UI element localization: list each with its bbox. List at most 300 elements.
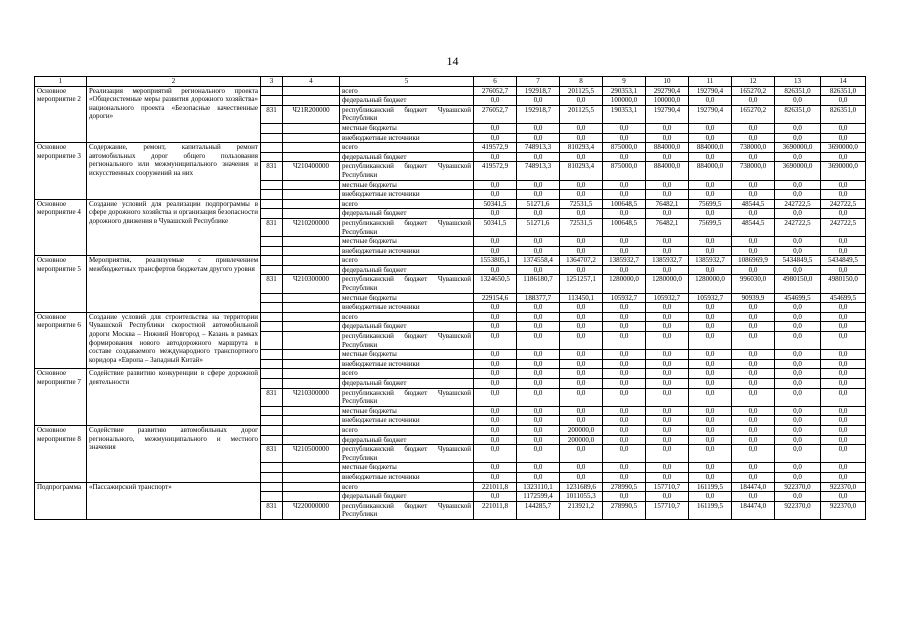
amount-cell: 105932,7 [603, 293, 646, 303]
amount-cell: 0,0 [603, 435, 646, 445]
amount-cell: 0,0 [603, 303, 646, 313]
amount-cell: 0,0 [775, 265, 821, 275]
activity-description: Содействие развитию автомобильных дорог регионального, межмуниципального и местного значения [87, 425, 261, 482]
activity-type: Основное мероприятие 4 [35, 199, 87, 256]
amount-cell: 0,0 [474, 237, 517, 247]
amount-cell: 0,0 [689, 416, 732, 426]
amount-cell: 875000,0 [603, 162, 646, 180]
amount-cell: 1323110,1 [517, 482, 560, 492]
amount-cell: 0,0 [646, 190, 689, 200]
grbs-code [261, 133, 283, 143]
amount-cell: 201125,5 [560, 86, 603, 96]
amount-cell: 0,0 [689, 237, 732, 247]
activity-description: Создание условий для строительства на территории Чувашской Республики скоростной автомобильной дороги Москва – Нижний Новгород – Казань в рамках формирования нового автодорожного маршрута в составе создаваемого международного транспортного коридора «Европа – Западный Китай» [87, 312, 261, 369]
budget-code [283, 322, 340, 332]
budget-code [283, 406, 340, 416]
amount-cell: 0,0 [517, 246, 560, 256]
amount-cell: 76482,1 [646, 218, 689, 236]
amount-cell: 0,0 [732, 332, 775, 350]
amount-cell: 0,0 [689, 463, 732, 473]
grbs-code [261, 492, 283, 502]
amount-cell: 0,0 [517, 133, 560, 143]
amount-cell: 0,0 [732, 388, 775, 406]
amount-cell: 165270,2 [732, 86, 775, 96]
amount-cell: 0,0 [732, 416, 775, 426]
funding-source: местные бюджеты [340, 123, 474, 133]
amount-cell: 0,0 [603, 369, 646, 379]
header-row [35, 77, 866, 87]
amount-cell: 0,0 [646, 472, 689, 482]
amount-cell: 0,0 [732, 425, 775, 435]
column-header: 13 [775, 77, 821, 87]
amount-cell: 0,0 [821, 406, 866, 416]
funding-source: республиканский бюджет Чувашской Республики [340, 332, 474, 350]
grbs-code [261, 472, 283, 482]
amount-cell: 0,0 [517, 96, 560, 106]
amount-cell: 884000,0 [646, 162, 689, 180]
activity-type: Основное мероприятие 3 [35, 143, 87, 200]
funding-source: республиканский бюджет Чувашской Республики [340, 388, 474, 406]
amount-cell: 0,0 [821, 209, 866, 219]
amount-cell: 190353,1 [603, 105, 646, 123]
amount-cell: 192918,7 [517, 105, 560, 123]
amount-cell: 0,0 [646, 237, 689, 247]
amount-cell: 0,0 [560, 416, 603, 426]
amount-cell: 144285,7 [517, 501, 560, 519]
amount-cell: 0,0 [775, 416, 821, 426]
grbs-code [261, 416, 283, 426]
amount-cell: 0,0 [517, 312, 560, 322]
activity-description: Содействие развитию конкуренции в сфере дорожной деятельности [87, 369, 261, 426]
amount-cell: 0,0 [732, 472, 775, 482]
amount-cell: 0,0 [646, 322, 689, 332]
amount-cell: 0,0 [517, 435, 560, 445]
amount-cell: 0,0 [775, 445, 821, 463]
amount-cell: 0,0 [560, 190, 603, 200]
budget-code [283, 133, 340, 143]
amount-cell: 0,0 [821, 332, 866, 350]
funding-source: внебюджетные источники [340, 246, 474, 256]
amount-cell: 1280000,0 [689, 275, 732, 293]
amount-cell: 0,0 [821, 312, 866, 322]
amount-cell: 1231689,6 [560, 482, 603, 492]
amount-cell: 50341,5 [474, 218, 517, 236]
activity-type: Основное мероприятие 8 [35, 425, 87, 482]
amount-cell: 0,0 [646, 463, 689, 473]
amount-cell: 0,0 [821, 265, 866, 275]
amount-cell: 72531,5 [560, 199, 603, 209]
amount-cell: 113450,1 [560, 293, 603, 303]
amount-cell: 0,0 [603, 406, 646, 416]
amount-cell: 826351,0 [775, 105, 821, 123]
amount-cell: 51271,6 [517, 218, 560, 236]
amount-cell: 0,0 [821, 445, 866, 463]
amount-cell: 0,0 [732, 246, 775, 256]
amount-cell: 0,0 [603, 472, 646, 482]
amount-cell: 0,0 [560, 152, 603, 162]
grbs-code [261, 435, 283, 445]
column-header: 12 [732, 77, 775, 87]
amount-cell: 0,0 [689, 152, 732, 162]
amount-cell: 0,0 [689, 359, 732, 369]
amount-cell: 0,0 [821, 322, 866, 332]
amount-cell: 0,0 [821, 152, 866, 162]
grbs-code [261, 406, 283, 416]
column-header: 4 [283, 77, 340, 87]
amount-cell: 0,0 [646, 445, 689, 463]
amount-cell: 0,0 [560, 445, 603, 463]
amount-cell: 419572,9 [474, 143, 517, 153]
amount-cell: 0,0 [560, 379, 603, 389]
amount-cell: 0,0 [732, 152, 775, 162]
amount-cell: 0,0 [821, 369, 866, 379]
amount-cell: 0,0 [603, 322, 646, 332]
amount-cell: 0,0 [821, 123, 866, 133]
amount-cell: 200000,0 [560, 425, 603, 435]
amount-cell: 165270,2 [732, 105, 775, 123]
grbs-code: 831 [261, 105, 283, 123]
amount-cell: 0,0 [775, 237, 821, 247]
funding-source: местные бюджеты [340, 293, 474, 303]
amount-cell: 0,0 [474, 152, 517, 162]
amount-cell: 0,0 [775, 359, 821, 369]
budget-code [283, 143, 340, 153]
funding-source: местные бюджеты [340, 463, 474, 473]
amount-cell: 0,0 [646, 406, 689, 416]
amount-cell: 0,0 [646, 246, 689, 256]
amount-cell: 0,0 [689, 180, 732, 190]
grbs-code [261, 379, 283, 389]
amount-cell: 922370,0 [775, 482, 821, 492]
amount-cell: 0,0 [646, 435, 689, 445]
amount-cell: 0,0 [474, 96, 517, 106]
funding-source: федеральный бюджет [340, 322, 474, 332]
activity-description: «Пассажирский транспорт» [87, 482, 261, 519]
amount-cell: 0,0 [689, 445, 732, 463]
amount-cell: 0,0 [732, 265, 775, 275]
amount-cell: 0,0 [517, 463, 560, 473]
funding-source: всего [340, 199, 474, 209]
amount-cell: 0,0 [821, 472, 866, 482]
funding-source: всего [340, 143, 474, 153]
amount-cell: 0,0 [689, 133, 732, 143]
amount-cell: 826351,0 [775, 86, 821, 96]
amount-cell: 0,0 [775, 369, 821, 379]
amount-cell: 1011055,3 [560, 492, 603, 502]
amount-cell: 1086969,9 [732, 256, 775, 266]
amount-cell: 0,0 [775, 425, 821, 435]
amount-cell: 922370,0 [821, 501, 866, 519]
budget-code: Ч210400000 [283, 162, 340, 180]
budget-code [283, 332, 340, 350]
amount-cell: 0,0 [603, 388, 646, 406]
budget-code: Ч210500000 [283, 445, 340, 463]
amount-cell: 100648,5 [603, 199, 646, 209]
amount-cell: 0,0 [821, 237, 866, 247]
amount-cell: 157710,7 [646, 501, 689, 519]
amount-cell: 48544,5 [732, 218, 775, 236]
funding-source: республиканский бюджет Чувашской Республики [340, 218, 474, 236]
amount-cell: 1280000,0 [603, 275, 646, 293]
amount-cell: 0,0 [689, 472, 732, 482]
amount-cell: 0,0 [732, 350, 775, 360]
budget-code [283, 199, 340, 209]
amount-cell: 0,0 [603, 237, 646, 247]
amount-cell: 0,0 [474, 246, 517, 256]
amount-cell: 0,0 [775, 246, 821, 256]
amount-cell: 0,0 [517, 369, 560, 379]
grbs-code: 831 [261, 501, 283, 519]
amount-cell: 0,0 [560, 369, 603, 379]
column-header: 2 [87, 77, 261, 87]
amount-cell: 996030,0 [732, 275, 775, 293]
amount-cell: 0,0 [646, 312, 689, 322]
amount-cell: 1186180,7 [517, 275, 560, 293]
budget-code [283, 293, 340, 303]
amount-cell: 0,0 [689, 350, 732, 360]
amount-cell: 0,0 [560, 388, 603, 406]
amount-cell: 0,0 [775, 96, 821, 106]
amount-cell: 3690000,0 [821, 162, 866, 180]
amount-cell: 229154,6 [474, 293, 517, 303]
amount-cell: 0,0 [517, 406, 560, 416]
amount-cell: 0,0 [517, 425, 560, 435]
amount-cell: 0,0 [603, 445, 646, 463]
amount-cell: 0,0 [689, 492, 732, 502]
amount-cell: 0,0 [775, 190, 821, 200]
amount-cell: 276052,7 [474, 105, 517, 123]
amount-cell: 0,0 [560, 265, 603, 275]
funding-source: всего [340, 256, 474, 266]
activity-description: Реализация мероприятий регионального проекта «Общесистемные меры развития дорожного хозяйства» национального проекта «Безопасные качественные дороги» [87, 86, 261, 143]
amount-cell: 72531,5 [560, 218, 603, 236]
amount-cell: 0,0 [474, 472, 517, 482]
grbs-code [261, 237, 283, 247]
amount-cell: 0,0 [646, 133, 689, 143]
amount-cell: 0,0 [560, 463, 603, 473]
amount-cell: 0,0 [646, 379, 689, 389]
grbs-code [261, 359, 283, 369]
amount-cell: 192790,4 [689, 86, 732, 96]
amount-cell: 1385932,7 [603, 256, 646, 266]
amount-cell: 0,0 [560, 180, 603, 190]
funding-source: внебюджетные источники [340, 190, 474, 200]
amount-cell: 0,0 [821, 359, 866, 369]
amount-cell: 50341,5 [474, 199, 517, 209]
grbs-code [261, 96, 283, 106]
amount-cell: 4980150,0 [775, 275, 821, 293]
amount-cell: 242722,5 [821, 199, 866, 209]
amount-cell: 0,0 [732, 435, 775, 445]
grbs-code [261, 190, 283, 200]
budget-code [283, 379, 340, 389]
amount-cell: 0,0 [474, 133, 517, 143]
budget-code [283, 96, 340, 106]
amount-cell: 0,0 [603, 246, 646, 256]
grbs-code: 831 [261, 218, 283, 236]
amount-cell: 0,0 [821, 246, 866, 256]
budget-code [283, 425, 340, 435]
amount-cell: 884000,0 [646, 143, 689, 153]
amount-cell: 1374558,4 [517, 256, 560, 266]
amount-cell: 184474,0 [732, 501, 775, 519]
amount-cell: 1364707,2 [560, 256, 603, 266]
amount-cell: 0,0 [474, 388, 517, 406]
amount-cell: 0,0 [732, 369, 775, 379]
amount-cell: 0,0 [821, 492, 866, 502]
amount-cell: 0,0 [517, 190, 560, 200]
amount-cell: 0,0 [517, 265, 560, 275]
grbs-code [261, 199, 283, 209]
amount-cell: 0,0 [603, 312, 646, 322]
amount-cell: 0,0 [689, 322, 732, 332]
grbs-code [261, 209, 283, 219]
amount-cell: 0,0 [603, 133, 646, 143]
amount-cell: 105932,7 [689, 293, 732, 303]
amount-cell: 0,0 [821, 425, 866, 435]
funding-source: всего [340, 312, 474, 322]
amount-cell: 0,0 [517, 209, 560, 219]
amount-cell: 221011,8 [474, 482, 517, 492]
amount-cell: 0,0 [689, 406, 732, 416]
budget-code [283, 312, 340, 322]
amount-cell: 0,0 [732, 359, 775, 369]
amount-cell: 0,0 [474, 435, 517, 445]
amount-cell: 5434849,5 [821, 256, 866, 266]
activity-description: Содержание, ремонт, капитальный ремонт автомобильных дорог общего пользования регионального или межмуниципального значения и искусственных сооружений на них [87, 143, 261, 200]
amount-cell: 0,0 [560, 209, 603, 219]
amount-cell: 0,0 [732, 492, 775, 502]
funding-source: федеральный бюджет [340, 209, 474, 219]
amount-cell: 0,0 [646, 350, 689, 360]
amount-cell: 0,0 [646, 332, 689, 350]
amount-cell: 0,0 [732, 123, 775, 133]
funding-source: федеральный бюджет [340, 492, 474, 502]
funding-source: местные бюджеты [340, 237, 474, 247]
grbs-code [261, 246, 283, 256]
amount-cell: 0,0 [517, 322, 560, 332]
amount-cell: 157710,7 [646, 482, 689, 492]
amount-cell: 454699,5 [821, 293, 866, 303]
funding-source: всего [340, 482, 474, 492]
budget-code [283, 303, 340, 313]
budget-code: Ч210300000 [283, 388, 340, 406]
amount-cell: 0,0 [474, 303, 517, 313]
grbs-code [261, 350, 283, 360]
budget-code [283, 416, 340, 426]
amount-cell: 0,0 [560, 246, 603, 256]
table-row [35, 482, 866, 492]
amount-cell: 454699,5 [775, 293, 821, 303]
amount-cell: 0,0 [732, 463, 775, 473]
budget-code: Ч210200000 [283, 218, 340, 236]
amount-cell: 0,0 [821, 180, 866, 190]
budget-code [283, 265, 340, 275]
amount-cell: 1385932,7 [646, 256, 689, 266]
amount-cell: 0,0 [732, 303, 775, 313]
column-header: 3 [261, 77, 283, 87]
amount-cell: 0,0 [474, 180, 517, 190]
amount-cell: 0,0 [474, 359, 517, 369]
budget-code [283, 237, 340, 247]
funding-source: местные бюджеты [340, 406, 474, 416]
amount-cell: 0,0 [517, 350, 560, 360]
column-header: 9 [603, 77, 646, 87]
amount-cell: 0,0 [517, 445, 560, 463]
amount-cell: 0,0 [517, 152, 560, 162]
amount-cell: 51271,6 [517, 199, 560, 209]
activity-description: Создание условий для реализации подпрограммы в сфере дорожного хозяйства и организация безопасности дорожного движения в Чувашской Республике [87, 199, 261, 256]
amount-cell: 1553805,1 [474, 256, 517, 266]
funding-source: местные бюджеты [340, 180, 474, 190]
amount-cell: 1172599,4 [517, 492, 560, 502]
column-header: 8 [560, 77, 603, 87]
budget-code [283, 123, 340, 133]
amount-cell: 0,0 [689, 265, 732, 275]
budget-code: Ч210300000 [283, 275, 340, 293]
amount-cell: 213921,2 [560, 501, 603, 519]
funding-source: всего [340, 86, 474, 96]
amount-cell: 0,0 [560, 359, 603, 369]
amount-cell: 0,0 [517, 359, 560, 369]
amount-cell: 3690000,0 [775, 162, 821, 180]
amount-cell: 192790,4 [689, 105, 732, 123]
amount-cell: 0,0 [603, 152, 646, 162]
budget-code [283, 190, 340, 200]
amount-cell: 100648,5 [603, 218, 646, 236]
funding-source: внебюджетные источники [340, 416, 474, 426]
grbs-code: 831 [261, 445, 283, 463]
column-header: 1 [35, 77, 87, 87]
activity-description: Мероприятия, реализуемые с привлечением межбюджетных трансфертов бюджетам другого уровня [87, 256, 261, 313]
amount-cell: 922370,0 [821, 482, 866, 492]
budget-code [283, 350, 340, 360]
amount-cell: 0,0 [646, 152, 689, 162]
amount-cell: 1324650,5 [474, 275, 517, 293]
grbs-code [261, 303, 283, 313]
amount-cell: 192790,4 [646, 105, 689, 123]
amount-cell: 0,0 [474, 492, 517, 502]
amount-cell: 0,0 [732, 190, 775, 200]
amount-cell: 0,0 [821, 463, 866, 473]
amount-cell: 90939,9 [732, 293, 775, 303]
amount-cell: 1251257,1 [560, 275, 603, 293]
amount-cell: 0,0 [646, 123, 689, 133]
amount-cell: 0,0 [560, 332, 603, 350]
amount-cell: 0,0 [603, 463, 646, 473]
amount-cell: 242722,5 [775, 218, 821, 236]
table-row [35, 199, 866, 209]
amount-cell: 0,0 [821, 435, 866, 445]
amount-cell: 0,0 [732, 379, 775, 389]
budget-code [283, 435, 340, 445]
amount-cell: 0,0 [775, 180, 821, 190]
funding-source: внебюджетные источники [340, 133, 474, 143]
amount-cell: 192918,7 [517, 86, 560, 96]
grbs-code [261, 143, 283, 153]
amount-cell: 0,0 [560, 312, 603, 322]
grbs-code [261, 312, 283, 322]
amount-cell: 0,0 [689, 190, 732, 200]
funding-source: федеральный бюджет [340, 152, 474, 162]
table-row [35, 256, 866, 266]
amount-cell: 0,0 [689, 246, 732, 256]
amount-cell: 419572,9 [474, 162, 517, 180]
amount-cell: 0,0 [821, 133, 866, 143]
amount-cell: 0,0 [732, 322, 775, 332]
grbs-code [261, 369, 283, 379]
amount-cell: 76482,1 [646, 199, 689, 209]
